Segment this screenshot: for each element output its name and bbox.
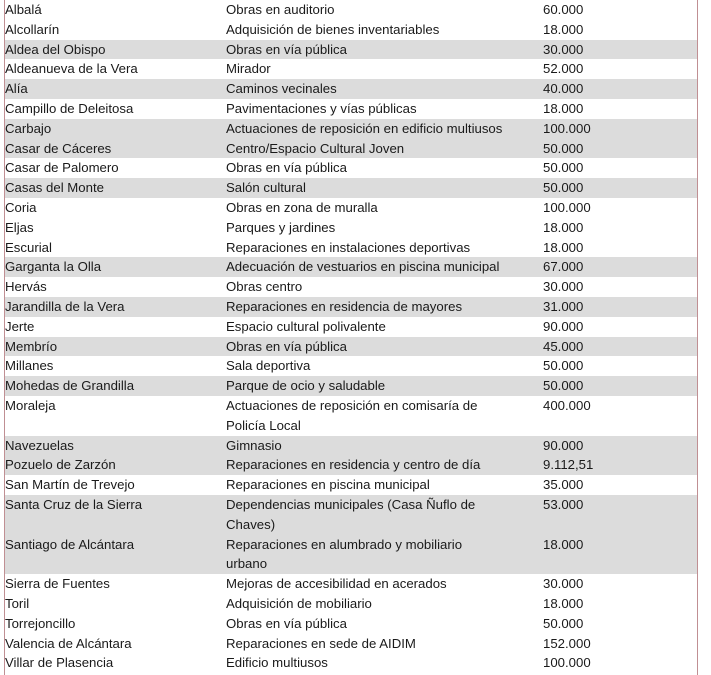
description-line: Adquisición de bienes inventariables [226, 21, 440, 37]
table-row [5, 99, 697, 119]
description-text [226, 0, 543, 20]
description-line: Reparaciones en piscina municipal [226, 477, 430, 493]
cell-description [226, 0, 543, 20]
cell-municipality: Alcollarín [5, 21, 60, 37]
cell-municipality: Moraleja [5, 397, 56, 413]
cell-amount: 18.000 [543, 21, 584, 37]
cell-municipality: Escurial [5, 239, 52, 255]
cell-amount: 50.000 [543, 180, 584, 196]
cell-amount: 40.000 [543, 81, 584, 97]
cell-amount: 18.000 [543, 239, 584, 255]
description-text [226, 455, 543, 475]
description-line: Sala deportiva [226, 358, 311, 374]
description-text [226, 614, 543, 634]
cell-amount: 50.000 [543, 378, 584, 394]
cell-description [226, 158, 543, 178]
cell-amount: 100.000 [543, 120, 591, 136]
cell-description [226, 337, 543, 357]
description-line: Reparaciones en instalaciones deportivas [226, 239, 471, 255]
cell-municipality: Hervás [5, 279, 47, 295]
table-row [5, 238, 697, 258]
cell-municipality: Navezuelas [5, 437, 74, 453]
description-line: Caminos vecinales [226, 81, 337, 97]
description-line: Edificio multiusos [226, 655, 328, 671]
table-row [5, 119, 697, 139]
description-text [226, 594, 543, 614]
table-row [5, 356, 697, 376]
table-row [5, 634, 697, 654]
table-row [5, 257, 697, 277]
cell-amount: 50.000 [543, 615, 584, 631]
cell-municipality: Santiago de Alcántara [5, 536, 135, 552]
table-row [5, 79, 697, 99]
description-text [226, 178, 543, 198]
cell-amount: 50.000 [543, 140, 584, 156]
description-text [226, 277, 543, 297]
cell-municipality: Jarandilla de la Vera [5, 298, 125, 314]
cell-amount: 18.000 [543, 536, 584, 552]
description-text [226, 139, 543, 159]
cell-amount: 18.000 [543, 100, 584, 116]
cell-amount: 90.000 [543, 437, 584, 453]
description-line: Mirador [226, 61, 271, 77]
description-line: Mejoras de accesibilidad en acerados [226, 576, 447, 592]
table-row [5, 218, 697, 238]
description-line: Parques y jardines [226, 219, 336, 235]
description-text [226, 218, 543, 238]
cell-amount: 35.000 [543, 477, 584, 493]
cell-amount: 400.000 [543, 397, 591, 413]
cell-municipality: Toril [5, 595, 30, 611]
description-text [226, 535, 543, 575]
description-text [226, 396, 543, 436]
table-row [5, 594, 697, 614]
description-line: Reparaciones en residencia y centro de día [226, 457, 481, 473]
table-row [5, 396, 697, 436]
cell-municipality: Mohedas de Grandilla [5, 378, 135, 394]
description-line: Adquisición de mobiliario [226, 595, 372, 611]
cell-amount: 53.000 [543, 496, 584, 512]
cell-municipality: Jerte [5, 318, 35, 334]
table-row [5, 277, 697, 297]
table-row [5, 297, 697, 317]
description-line: Adecuación de vestuarios en piscina municipal [226, 259, 500, 275]
cell-amount: 30.000 [543, 41, 584, 57]
cell-municipality: San Martín de Trevejo [5, 477, 135, 493]
table-row [5, 158, 697, 178]
cell-amount: 45.000 [543, 338, 584, 354]
description-line: urbano [226, 556, 268, 572]
cell-description [226, 574, 543, 594]
cell-description [226, 634, 543, 654]
description-text [226, 119, 543, 139]
cell-description [226, 317, 543, 337]
description-text [226, 356, 543, 376]
cell-amount: 100.000 [543, 199, 591, 215]
table-row [5, 535, 697, 575]
description-line: Reparaciones en residencia de mayores [226, 298, 463, 314]
cell-description [226, 198, 543, 218]
description-line: Dependencias municipales (Casa Ñuflo de [226, 496, 476, 512]
description-line: Reparaciones en sede de AIDIM [226, 635, 416, 651]
description-text [226, 376, 543, 396]
description-line: Obras en vía pública [226, 338, 347, 354]
table-row [5, 59, 697, 79]
table-row [5, 20, 697, 40]
cell-municipality: Torrejoncillo [5, 615, 76, 631]
description-line: Actuaciones de reposición en edificio multiusos [226, 120, 503, 136]
cell-amount: 67.000 [543, 259, 584, 275]
cell-amount: 30.000 [543, 576, 584, 592]
table-row [5, 40, 697, 60]
table-row [5, 0, 697, 20]
description-line: Obras en vía pública [226, 615, 347, 631]
cell-amount: 60.000 [543, 2, 584, 17]
table-row [5, 574, 697, 594]
description-line: Centro/Espacio Cultural Joven [226, 140, 405, 156]
cell-amount: 152.000 [543, 635, 591, 651]
cell-description [226, 475, 543, 495]
description-line: Espacio cultural polivalente [226, 318, 386, 334]
cell-amount: 100.000 [543, 655, 591, 671]
description-line: Reparaciones en alumbrado y mobiliario [226, 536, 463, 552]
cell-amount: 18.000 [543, 595, 584, 611]
description-line: Actuaciones de reposición en comisaría de [226, 397, 478, 413]
cell-description [226, 277, 543, 297]
description-line: Chaves) [226, 516, 276, 532]
cell-municipality: Valencia de Alcántara [5, 635, 132, 651]
cell-description [226, 297, 543, 317]
cell-municipality: Casar de Cáceres [5, 140, 112, 156]
cell-amount: 52.000 [543, 61, 584, 77]
cell-description [226, 653, 543, 673]
table-row [5, 436, 697, 456]
cell-description [226, 614, 543, 634]
cell-municipality: Garganta la Olla [5, 259, 102, 275]
cell-municipality: Aldeanueva de la Vera [5, 61, 138, 77]
cell-municipality: Pozuelo de Zarzón [5, 457, 116, 473]
municipal-grants-table [5, 0, 697, 673]
cell-description [226, 257, 543, 277]
description-text [226, 198, 543, 218]
table-row [5, 317, 697, 337]
description-text [226, 297, 543, 317]
cell-description [226, 119, 543, 139]
description-text [226, 99, 543, 119]
cell-description [226, 594, 543, 614]
description-text [226, 574, 543, 594]
cell-municipality: Eljas [5, 219, 34, 235]
description-line: Obras en auditorio [226, 2, 335, 17]
table-row [5, 376, 697, 396]
description-text [226, 59, 543, 79]
table-row [5, 475, 697, 495]
table-row [5, 139, 697, 159]
cell-description [226, 376, 543, 396]
description-text [226, 238, 543, 258]
cell-description [226, 178, 543, 198]
description-text [226, 436, 543, 456]
table-row [5, 337, 697, 357]
cell-description [226, 40, 543, 60]
cell-amount: 9.112,51 [543, 457, 594, 473]
cell-amount: 31.000 [543, 298, 584, 314]
description-text [226, 158, 543, 178]
description-line: Pavimentaciones y vías públicas [226, 100, 417, 116]
table-right-border [697, 0, 698, 675]
cell-municipality: Aldea del Obispo [5, 41, 106, 57]
cell-municipality: Sierra de Fuentes [5, 576, 110, 592]
cell-municipality: Villar de Plasencia [5, 655, 114, 671]
description-line: Salón cultural [226, 180, 306, 196]
description-text [226, 337, 543, 357]
description-text [226, 40, 543, 60]
cell-municipality: Albalá [5, 2, 42, 17]
description-text [226, 79, 543, 99]
description-text [226, 257, 543, 277]
cell-description [226, 139, 543, 159]
table-row [5, 198, 697, 218]
description-text [226, 495, 543, 535]
cell-description [226, 535, 543, 575]
description-line: Policía Local [226, 417, 301, 433]
table-row [5, 495, 697, 535]
description-text [226, 634, 543, 654]
description-line: Gimnasio [226, 437, 282, 453]
cell-municipality: Coria [5, 199, 37, 215]
cell-municipality: Alía [5, 81, 28, 97]
table-row [5, 614, 697, 634]
cell-description [226, 99, 543, 119]
description-text [226, 475, 543, 495]
cell-municipality: Membrío [5, 338, 58, 354]
table-row [5, 178, 697, 198]
cell-municipality: Millanes [5, 358, 54, 374]
description-text [226, 20, 543, 40]
cell-description [226, 455, 543, 475]
cell-description [226, 436, 543, 456]
description-text [226, 653, 543, 673]
description-text [226, 317, 543, 337]
cell-description [226, 218, 543, 238]
table-row [5, 653, 697, 673]
cell-description [226, 238, 543, 258]
cell-description [226, 59, 543, 79]
description-line: Obras en zona de muralla [226, 199, 378, 215]
description-line: Parque de ocio y saludable [226, 378, 386, 394]
table-row [5, 455, 697, 475]
cell-municipality: Casas del Monte [5, 180, 104, 196]
cell-amount: 90.000 [543, 318, 584, 334]
cell-municipality: Campillo de Deleitosa [5, 100, 134, 116]
cell-amount: 18.000 [543, 219, 584, 235]
cell-amount: 50.000 [543, 358, 584, 374]
cell-description [226, 79, 543, 99]
cell-municipality: Casar de Palomero [5, 160, 119, 176]
description-line: Obras en vía pública [226, 160, 347, 176]
cell-description [226, 20, 543, 40]
table-body [5, 0, 697, 673]
cell-municipality: Santa Cruz de la Sierra [5, 496, 143, 512]
cell-amount: 50.000 [543, 160, 584, 176]
cell-amount: 30.000 [543, 279, 584, 295]
description-line: Obras centro [226, 279, 303, 295]
cell-description [226, 495, 543, 535]
description-line: Obras en vía pública [226, 41, 347, 57]
cell-municipality: Carbajo [5, 120, 52, 136]
cell-description [226, 396, 543, 436]
cell-description [226, 356, 543, 376]
